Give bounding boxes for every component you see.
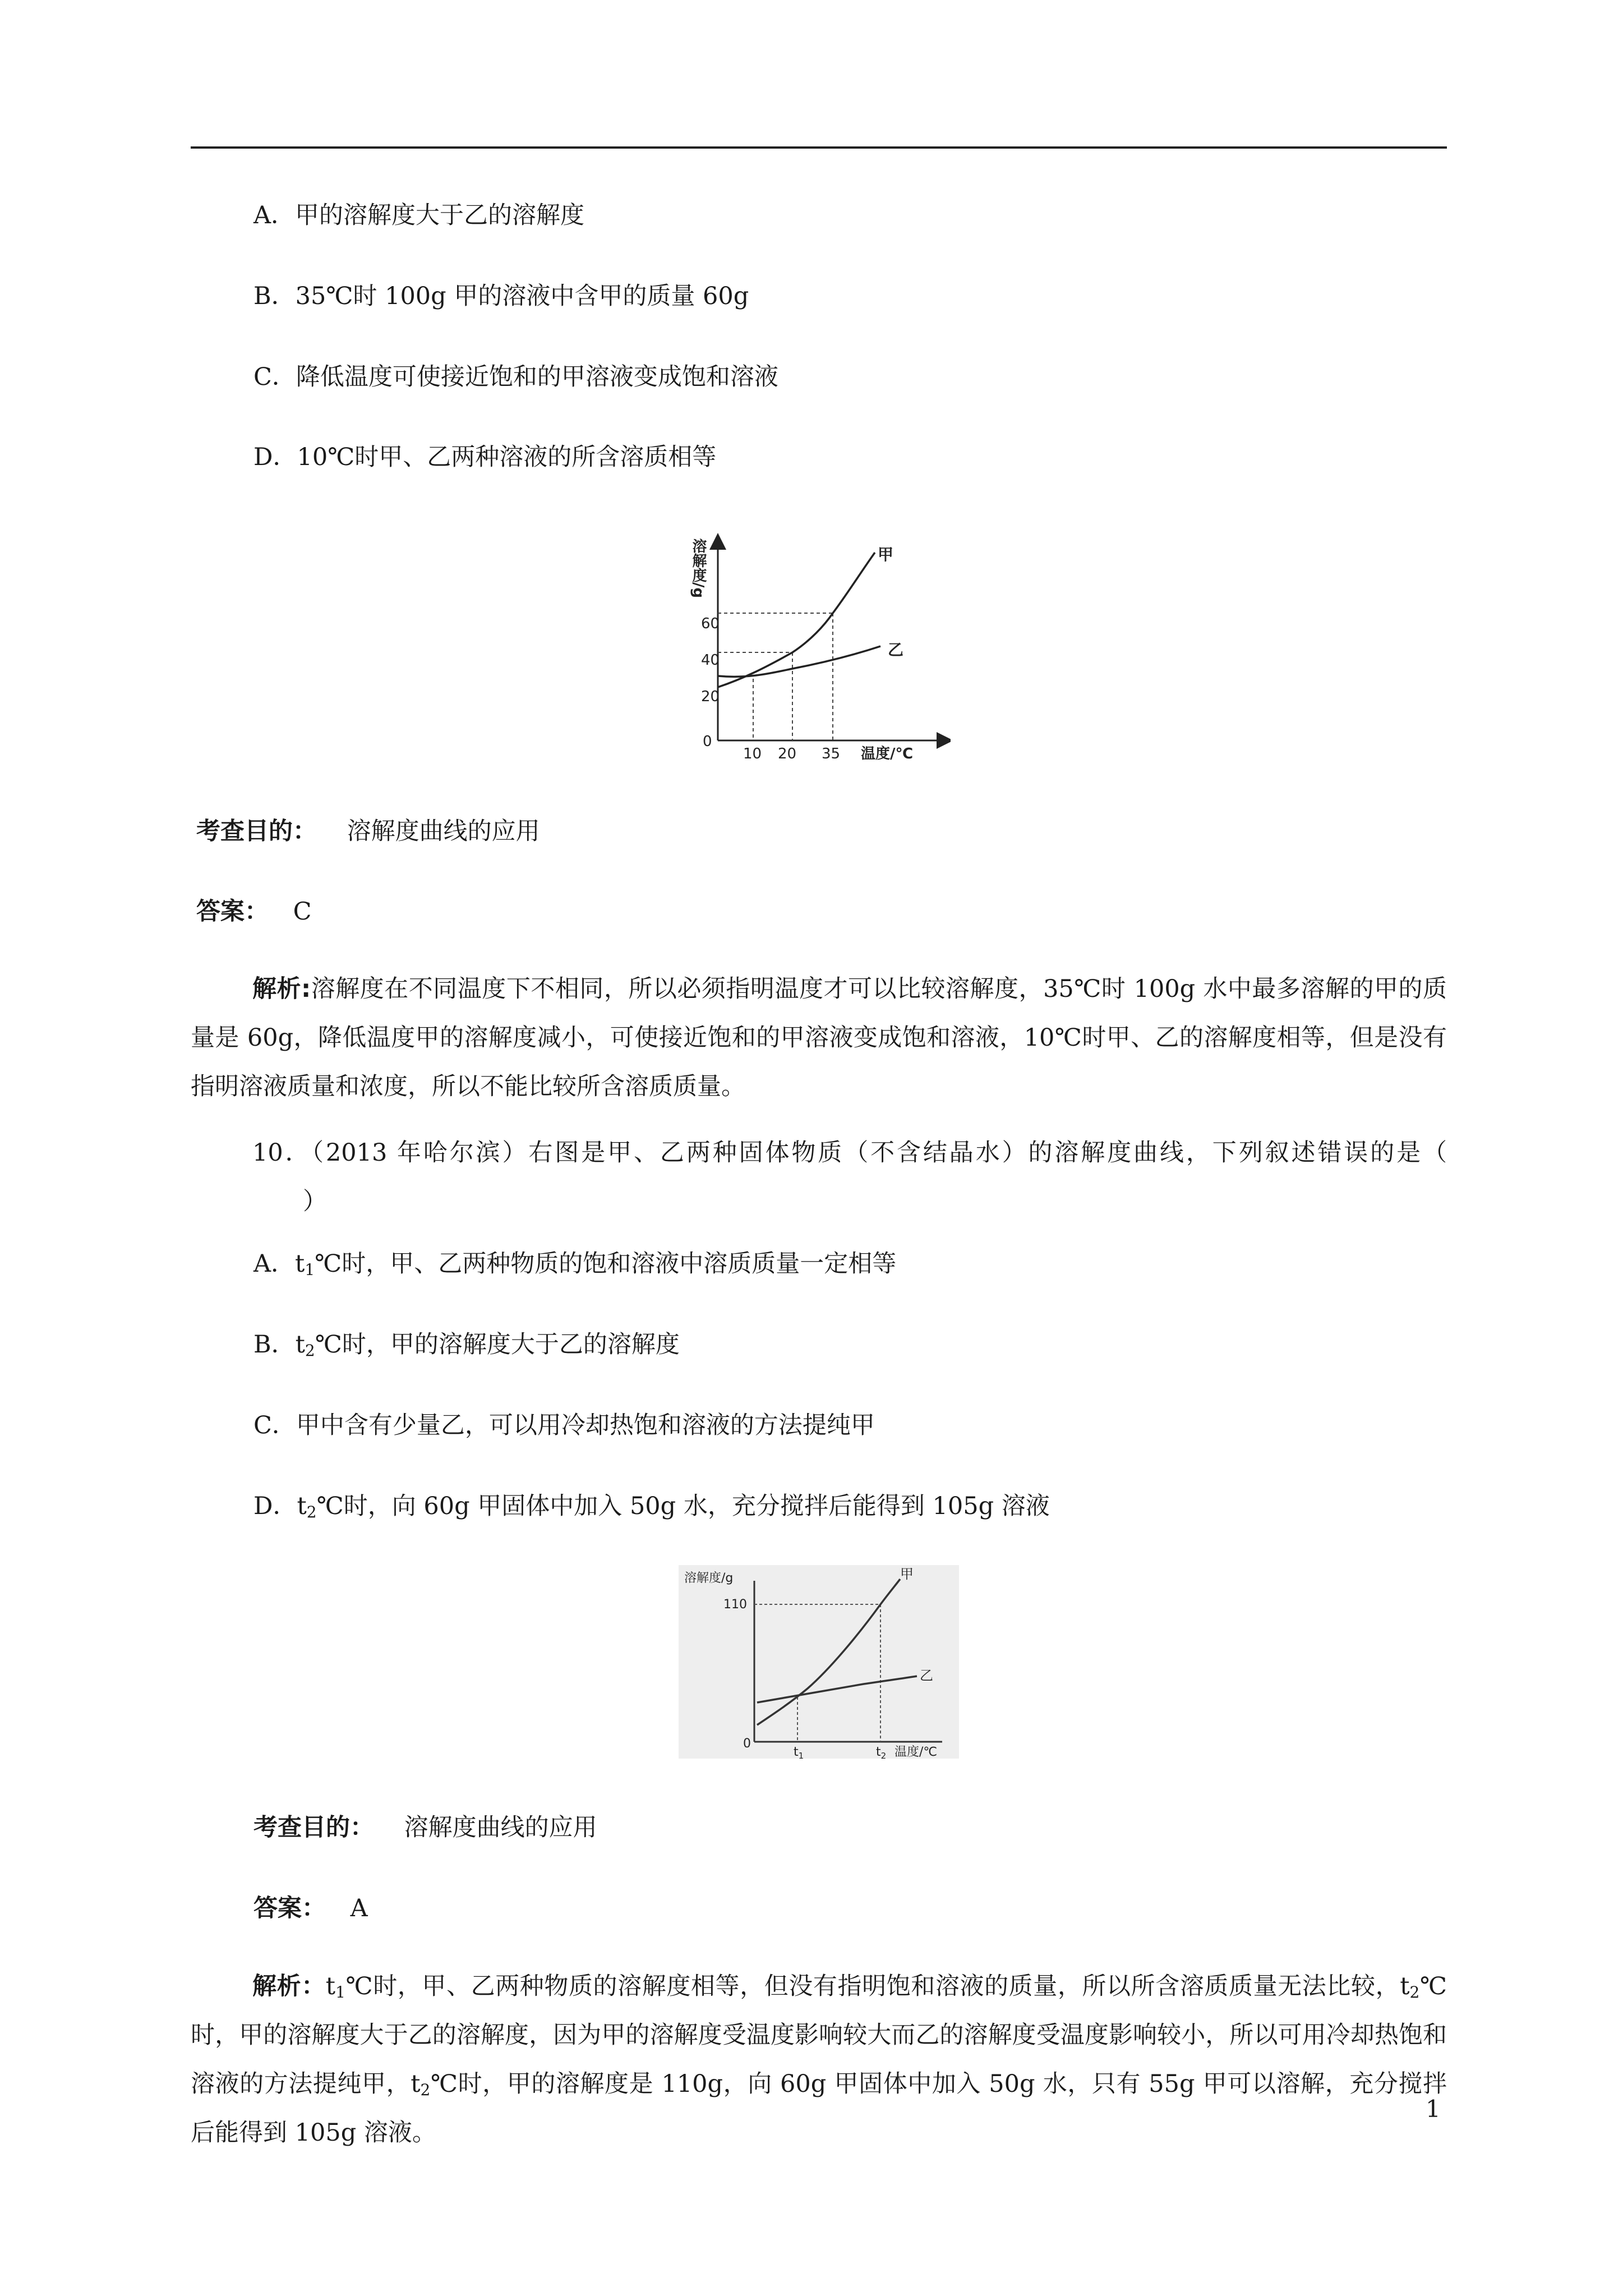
q10-option-c: C．甲中含有少量乙，可以用冷却热饱和溶液的方法提纯甲 [253, 1411, 875, 1439]
chart1-xtick-35: 35 [822, 746, 841, 762]
page-number: 1 [1426, 2095, 1441, 2123]
q9-analysis-label: 解析: [252, 975, 311, 1003]
q10-answer-text: A [350, 1894, 368, 1922]
chart2-background [679, 1565, 959, 1759]
chart2-origin: 0 [743, 1737, 751, 1751]
solubility-chart-1 [681, 516, 951, 763]
chart2-label-yi: 乙 [920, 1668, 933, 1683]
q10-analysis-part-4: ℃时，甲的溶解度是 110g，向 60g 甲固体中加入 50g 水，只有 55g 甲可以溶解，充分搅拌后能得到 105g 溶液。 [191, 2070, 1447, 2147]
q10-option-b-post: ℃时，甲的溶解度大于乙的溶解度 [315, 1331, 680, 1359]
q9-analysis-text: 溶解度在不同温度下不相同，所以必须指明温度才可以比较溶解度，35℃时 100g 水中最多溶解的甲的质量是 60g，降低温度甲的溶解度减小，可使接近饱和的甲溶液变成饱和溶液，10℃时甲、乙的溶解度相等，但是没有指明溶液质量和浓度，所以不能比较所含溶质质量。 [191, 975, 1447, 1101]
q9-option-d: D．10℃时甲、乙两种溶液的所含溶质相等 [253, 443, 717, 471]
q9-answer-text: C [293, 898, 312, 926]
chart1-ytick-60: 60 [701, 615, 720, 632]
q10-analysis [191, 1962, 1447, 2157]
chart1-label-jia: 甲 [878, 545, 894, 564]
q10-analysis-part-3: ℃时，甲的溶解度大于乙的溶解度，因为甲的溶解度受温度影响较大而乙的溶解度受温度影响较小，所以可用冷却热饱和溶液的方法提纯甲，t [191, 1972, 1447, 2098]
chart2-ylabel: 溶解度/g [684, 1571, 734, 1585]
q10-purpose-label: 考查目的： [253, 1814, 374, 1842]
q10-answer-label: 答案： [253, 1894, 326, 1922]
q9-purpose [196, 815, 540, 848]
chart1-ylabel: 溶解度/g [690, 539, 707, 599]
q10-option-b-pre: B．t [253, 1331, 305, 1359]
q10-option-d [253, 1489, 1050, 1523]
q10-option-a [253, 1247, 896, 1281]
q10-option-b-sub: 2 [305, 1341, 315, 1360]
chart1-xtick-20: 20 [778, 746, 797, 762]
q9-purpose-text: 溶解度曲线的应用 [347, 817, 540, 845]
q9-option-a: A．甲的溶解度大于乙的溶解度 [253, 201, 585, 229]
chart2-label-jia: 甲 [900, 1566, 914, 1582]
q10-analysis-part-1: t [325, 1972, 336, 2000]
chart2-ytick-110: 110 [723, 1598, 747, 1612]
chart1-label-yi: 乙 [888, 641, 904, 659]
chart1-ytick-40: 40 [701, 652, 720, 669]
q10-purpose-text: 溶解度曲线的应用 [404, 1814, 597, 1842]
q9-option-c: C．降低温度可使接近饱和的甲溶液变成饱和溶液 [253, 363, 778, 391]
q10-stem-post: ） [303, 1188, 327, 1216]
q9-answer-label: 答案： [196, 898, 269, 926]
chart1-origin: 0 [703, 733, 712, 750]
chart1-xtick-10: 10 [743, 746, 762, 762]
chart2-xtick-t2: $t_2$ [876, 1745, 887, 1759]
q10-option-b [253, 1328, 680, 1361]
q10-option-d-pre: D．t [253, 1492, 307, 1520]
q10-option-a-sub: 1 [305, 1260, 315, 1279]
chart2-xtick-t1: $t_1$ [794, 1745, 804, 1759]
header-rule [191, 146, 1447, 149]
q9-purpose-label: 考查目的： [196, 817, 317, 845]
q10-option-a-post: ℃时，甲、乙两种物质的饱和溶液中溶质质量一定相等 [315, 1250, 897, 1278]
q9-answer [196, 895, 312, 928]
q9-option-b: B．35℃时 100g 甲的溶液中含甲的质量 60g [253, 282, 749, 310]
chart2-xlabel: 温度/℃ [895, 1745, 938, 1759]
q10-option-a-pre: A．t [253, 1250, 305, 1278]
q10-stem-pre: 10．（2013 年哈尔滨）右图是甲、乙两种固体物质（不含结晶水）的溶解度曲线，下列叙述错误的是（ [252, 1139, 1447, 1167]
q10-analysis-sub-3: 2 [420, 2081, 431, 2099]
q10-option-d-sub: 2 [306, 1503, 317, 1521]
solubility-chart-2 [679, 1565, 959, 1759]
q10-analysis-label: 解析： [252, 1972, 326, 2000]
q10-option-d-post: ℃时，向 60g 甲固体中加入 50g 水，充分搅拌后能得到 105g 溶液 [316, 1492, 1050, 1520]
q10-stem [191, 1129, 1447, 1226]
q10-analysis-sub-2: 2 [1409, 1983, 1420, 2001]
q10-answer [253, 1892, 368, 1925]
q10-analysis-sub-1: 1 [335, 1983, 345, 2001]
q10-purpose [253, 1811, 597, 1844]
chart1-curve-yi [718, 646, 880, 677]
chart1-xlabel: 温度/℃ [861, 746, 913, 762]
chart1-ytick-20: 20 [701, 688, 720, 705]
q10-analysis-part-2: ℃时，甲、乙两种物质的溶解度相等，但没有指明饱和溶液的质量，所以所含溶质质量无法比较，t [345, 1972, 1410, 2000]
q9-analysis [191, 965, 1447, 1111]
